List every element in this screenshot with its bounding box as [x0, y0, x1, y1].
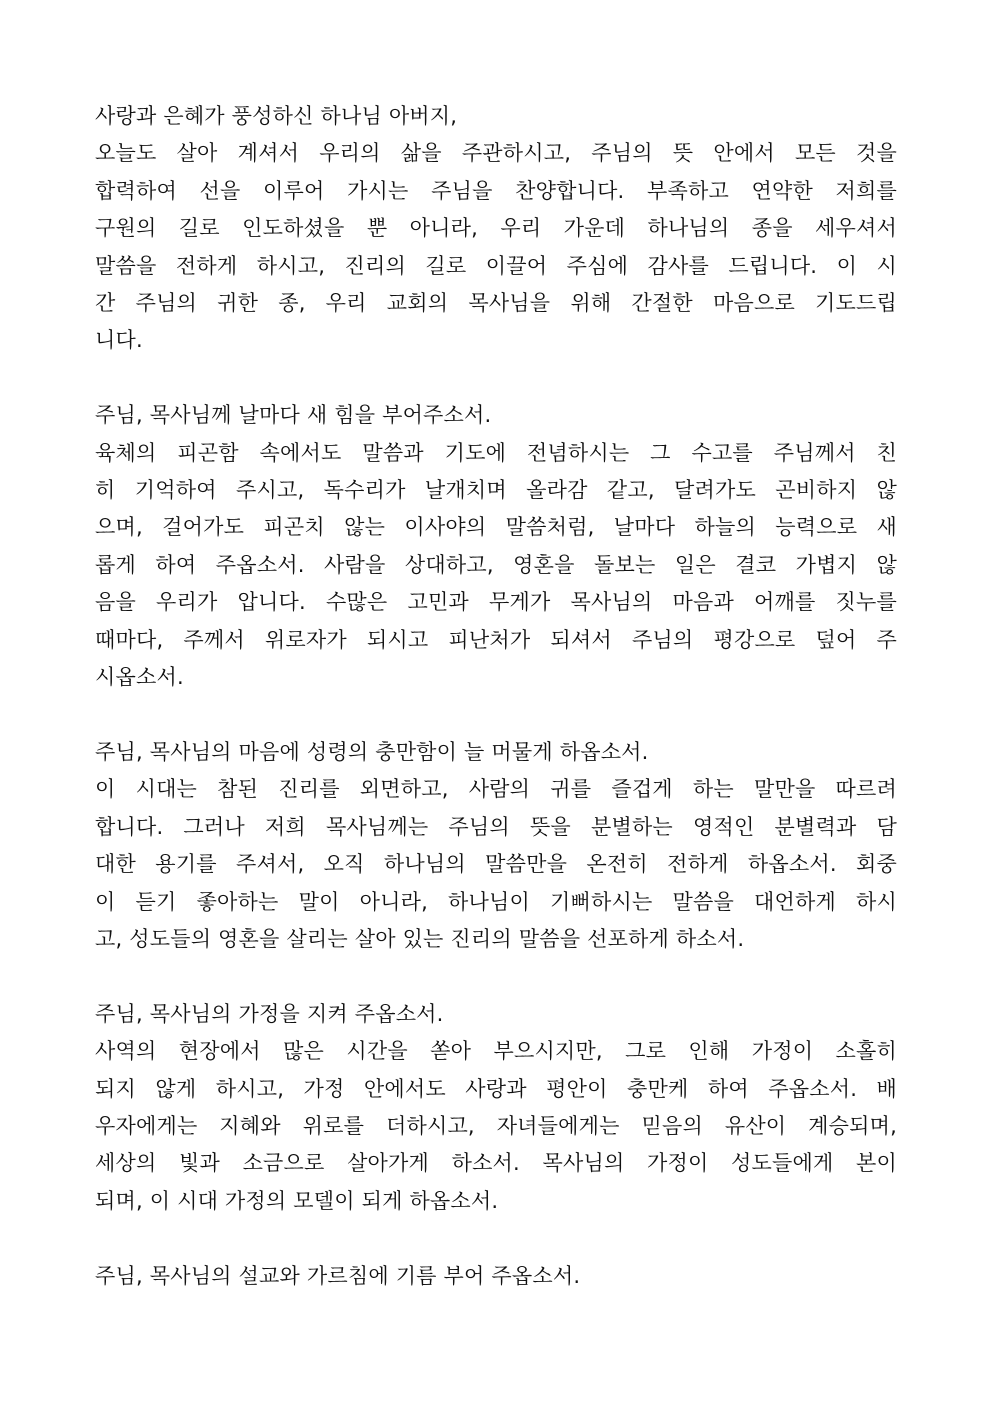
- paragraph-line: 오늘도 살아 계셔서 우리의 삶을 주관하시고, 주님의 뜻 안에서 모든 것을: [95, 141, 897, 166]
- paragraph-line: 합력하여 선을 이루어 가시는 주님을 찬양합니다. 부족하고 연약한 저희를: [95, 178, 897, 203]
- paragraph-line: 간 주님의 귀한 종, 우리 교회의 목사님을 위해 간절한 마음으로 기도드립: [95, 291, 897, 316]
- section-heading: 주님, 목사님의 마음에 성령의 충만함이 늘 머물게 하옵소서.: [95, 739, 649, 764]
- paragraph-line: 시옵소서.: [95, 665, 184, 690]
- paragraph-line: 세상의 빛과 소금으로 살아가게 하소서. 목사님의 가정이 성도들에게 본이: [95, 1151, 897, 1176]
- paragraph-line: 합니다. 그러나 저희 목사님께는 주님의 뜻을 분별하는 영적인 분별력과 담: [95, 814, 897, 839]
- paragraph-line: 되며, 이 시대 가정의 모델이 되게 하옵소서.: [95, 1188, 499, 1213]
- paragraph-line: 롭게 하여 주옵소서. 사람을 상대하고, 영혼을 돌보는 일은 결코 가볍지 않: [95, 552, 897, 577]
- paragraph-line: 히 기억하여 주시고, 독수리가 날개치며 올라감 같고, 달려가도 곤비하지 않: [95, 478, 897, 503]
- section-opening: [95, 98, 897, 360]
- paragraph-line: 고, 성도들의 영혼을 살리는 살아 있는 진리의 말씀을 선포하게 하소서.: [95, 926, 745, 951]
- section-family: [95, 996, 897, 1220]
- paragraph-line: 으며, 걸어가도 피곤치 않는 이사야의 말씀처럼, 날마다 하늘의 능력으로 새: [95, 515, 897, 540]
- paragraph-line: 우자에게는 지혜와 위로를 더하시고, 자녀들에게는 믿음의 유산이 계승되며,: [95, 1113, 897, 1138]
- section-new-strength: [95, 397, 897, 696]
- section-heading: 주님, 목사님의 가정을 지켜 주옵소서.: [95, 1001, 444, 1026]
- paragraph-line: 구원의 길로 인도하셨을 뿐 아니라, 우리 가운데 하나님의 종을 세우셔서: [95, 216, 897, 241]
- prayer-text: [95, 98, 897, 1332]
- paragraph-line: 되지 않게 하시고, 가정 안에서도 사랑과 평안이 충만케 하여 주옵소서. 배: [95, 1076, 897, 1101]
- section-heading: 주님, 목사님께 날마다 새 힘을 부어주소서.: [95, 403, 492, 428]
- section-heading: 주님, 목사님의 설교와 가르침에 기름 부어 주옵소서.: [95, 1263, 581, 1288]
- paragraph-line: 말씀을 전하게 하시고, 진리의 길로 이끌어 주심에 감사를 드립니다. 이 시: [95, 253, 897, 278]
- paragraph-line: 이 듣기 좋아하는 말이 아니라, 하나님이 기뻐하시는 말씀을 대언하게 하시: [95, 889, 897, 914]
- paragraph-line: 때마다, 주께서 위로자가 되시고 피난처가 되셔서 주님의 평강으로 덮어 주: [95, 627, 897, 652]
- paragraph-line: 이 시대는 참된 진리를 외면하고, 사람의 귀를 즐겁게 하는 말만을 따르려: [95, 777, 897, 802]
- paragraph-line: 대한 용기를 주셔서, 오직 하나님의 말씀만을 온전히 전하게 하옵소서. 회중: [95, 852, 897, 877]
- section-sermon: [95, 1258, 897, 1295]
- paragraph-line: 사역의 현장에서 많은 시간을 쏟아 부으시지만, 그로 인해 가정이 소홀히: [95, 1039, 897, 1064]
- paragraph-line: 육체의 피곤함 속에서도 말씀과 기도에 전념하시는 그 수고를 주님께서 친: [95, 440, 897, 465]
- paragraph-line: 음을 우리가 압니다. 수많은 고민과 무게가 목사님의 마음과 어깨를 짓누를: [95, 590, 897, 615]
- section-heading: 사랑과 은혜가 풍성하신 하나님 아버지,: [95, 104, 458, 128]
- section-holy-spirit: [95, 734, 897, 958]
- paragraph-line: 니다.: [95, 328, 143, 353]
